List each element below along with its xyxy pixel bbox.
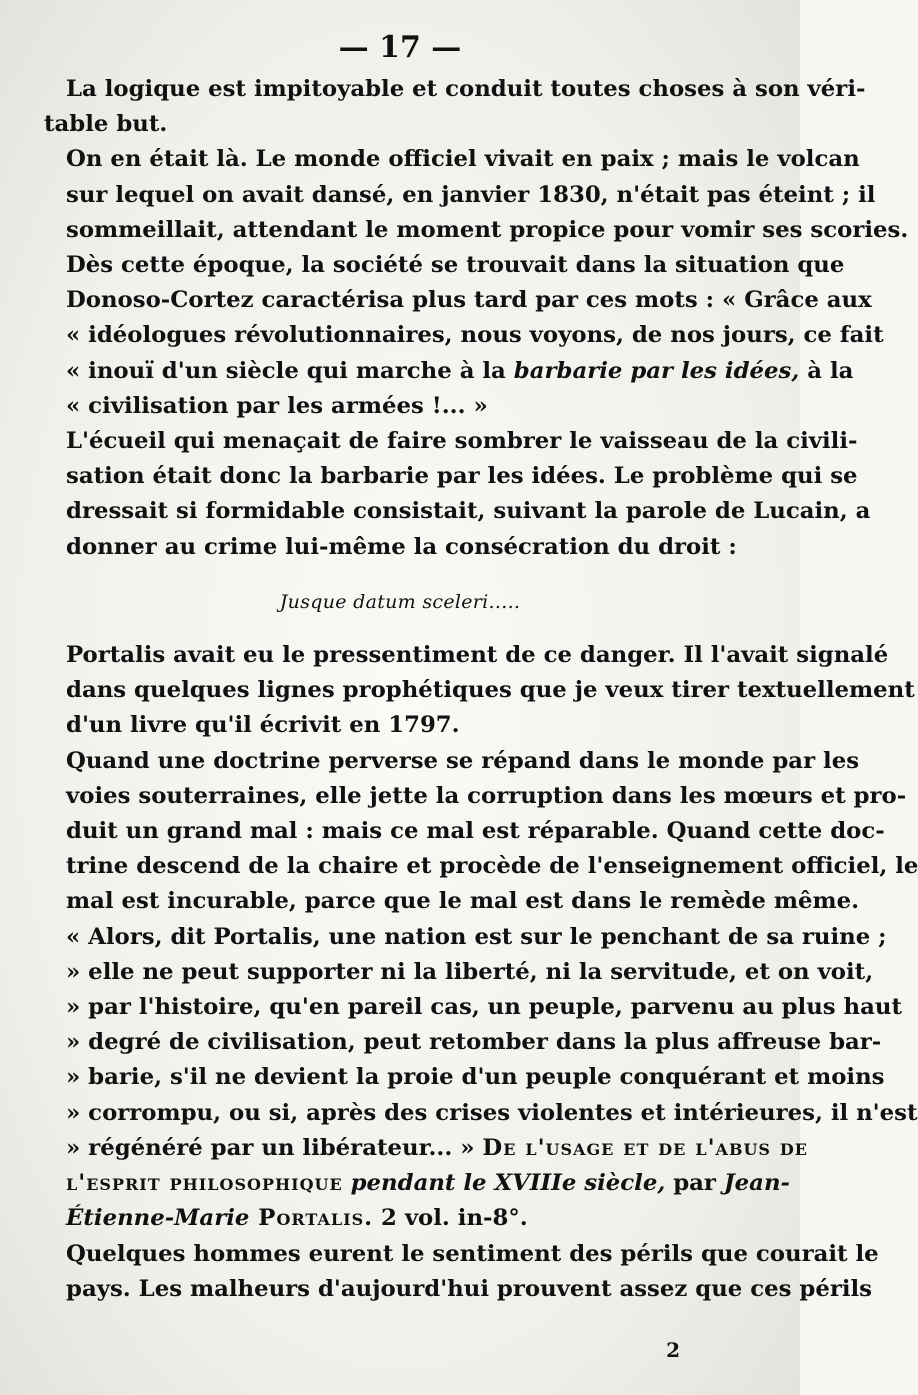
paragraph-2 — [44, 142, 909, 424]
text-line: sur lequel on avait dansé, en janvier 1830, n'était pas éteint ; il — [66, 181, 876, 208]
text-run: 2 vol. in-8°. — [373, 1205, 528, 1232]
text-line: d'un livre qu'il écrivit en 1797. — [66, 712, 460, 739]
italic-text: barbarie par les idées, — [513, 357, 800, 384]
text-line: Dès cette époque, la société se trouvait dans la situation que — [66, 252, 845, 279]
citation-title: De l'usage et de l'abus de — [482, 1134, 808, 1161]
text-line: duit un grand mal : mais ce mal est réparable. Quand cette doc- — [66, 818, 885, 845]
text-line: trine descend de la chaire et procède de l'enseignement officiel, le — [66, 853, 918, 880]
paragraph-3 — [44, 424, 871, 565]
citation-title: l'esprit philosophique — [66, 1170, 343, 1197]
text-line: Quelques hommes eurent le sentiment des périls que courait le — [66, 1240, 879, 1267]
paragraph-5 — [44, 744, 918, 1237]
page-number: — 17 — — [338, 30, 462, 65]
latin-quotation: Jusque datum sceleri..... — [279, 590, 521, 613]
text-run: par — [665, 1170, 724, 1197]
text-line: mal est incurable, parce que le mal est dans le remède même. — [66, 888, 860, 915]
italic-text: Étienne-Marie — [66, 1205, 250, 1232]
text-run: à la — [799, 357, 854, 384]
text-line — [44, 1166, 790, 1201]
text-line: sation était donc la barbarie par les idées. Le problème qui se — [66, 463, 858, 490]
text-run: » régénéré par un libérateur... » — [66, 1134, 483, 1161]
signature-mark: 2 — [666, 1338, 680, 1362]
text-line: « Alors, dit Portalis, une nation est sur le penchant de sa ruine ; — [66, 923, 887, 950]
text-line: voies souterraines, elle jette la corruption dans les mœurs et pro- — [66, 782, 907, 809]
paragraph-1 — [44, 72, 866, 142]
text-line: pays. Les malheurs d'aujourd'hui prouvent assez que ces périls — [66, 1275, 872, 1302]
body-text — [44, 72, 918, 1307]
paragraph-6 — [44, 1237, 879, 1307]
text-line: » barie, s'il ne devient la proie d'un peuple conquérant et moins — [66, 1064, 885, 1091]
text-line: » elle ne peut supporter ni la liberté, ni la servitude, et on voit, — [66, 958, 874, 985]
text-line: dressait si formidable consistait, suivant la parole de Lucain, a — [66, 498, 871, 525]
text-line: » par l'histoire, qu'en pareil cas, un peuple, parvenu au plus haut — [66, 994, 903, 1021]
italic-text: Jean- — [723, 1170, 790, 1197]
text-line: La logique est impitoyable et conduit toutes choses à son véri- — [66, 76, 866, 102]
italic-text: pendant le XVIIIe siècle, — [342, 1170, 666, 1197]
text-line — [44, 1131, 808, 1166]
text-line: sommeillait, attendant le moment propice pour vomir ses scories. — [66, 216, 909, 243]
text-line: Donoso-Cortez caractérisa plus tard par ces mots : « Grâce aux — [66, 287, 872, 314]
text-line: « idéologues révolutionnaires, nous voyons, de nos jours, ce fait — [66, 322, 884, 349]
text-line: » corrompu, ou si, après des crises violentes et intérieures, il n'est — [66, 1099, 918, 1126]
text-line: Quand une doctrine perverse se répand dans le monde par les — [66, 747, 860, 774]
text-line: On en était là. Le monde officiel vivait en paix ; mais le volcan — [66, 146, 860, 173]
citation-author: Portalis. — [249, 1205, 374, 1232]
text-run: « inouï d'un siècle qui marche à la — [66, 357, 514, 384]
text-line: table but. — [44, 111, 168, 138]
text-line: donner au crime lui-même la consécration du droit : — [66, 533, 737, 560]
text-line: » degré de civilisation, peut retomber dans la plus affreuse bar- — [66, 1029, 882, 1056]
text-line: « civilisation par les armées !... » — [66, 392, 488, 419]
text-line — [44, 1201, 756, 1236]
text-line — [44, 354, 854, 389]
text-line: Portalis avait eu le pressentiment de ce danger. Il l'avait signalé — [66, 642, 889, 669]
text-line: L'écueil qui menaçait de faire sombrer le vaisseau de la civili- — [66, 428, 858, 455]
text-line: dans quelques lignes prophétiques que je veux tirer textuellement — [66, 677, 915, 704]
paragraph-4 — [44, 638, 915, 744]
